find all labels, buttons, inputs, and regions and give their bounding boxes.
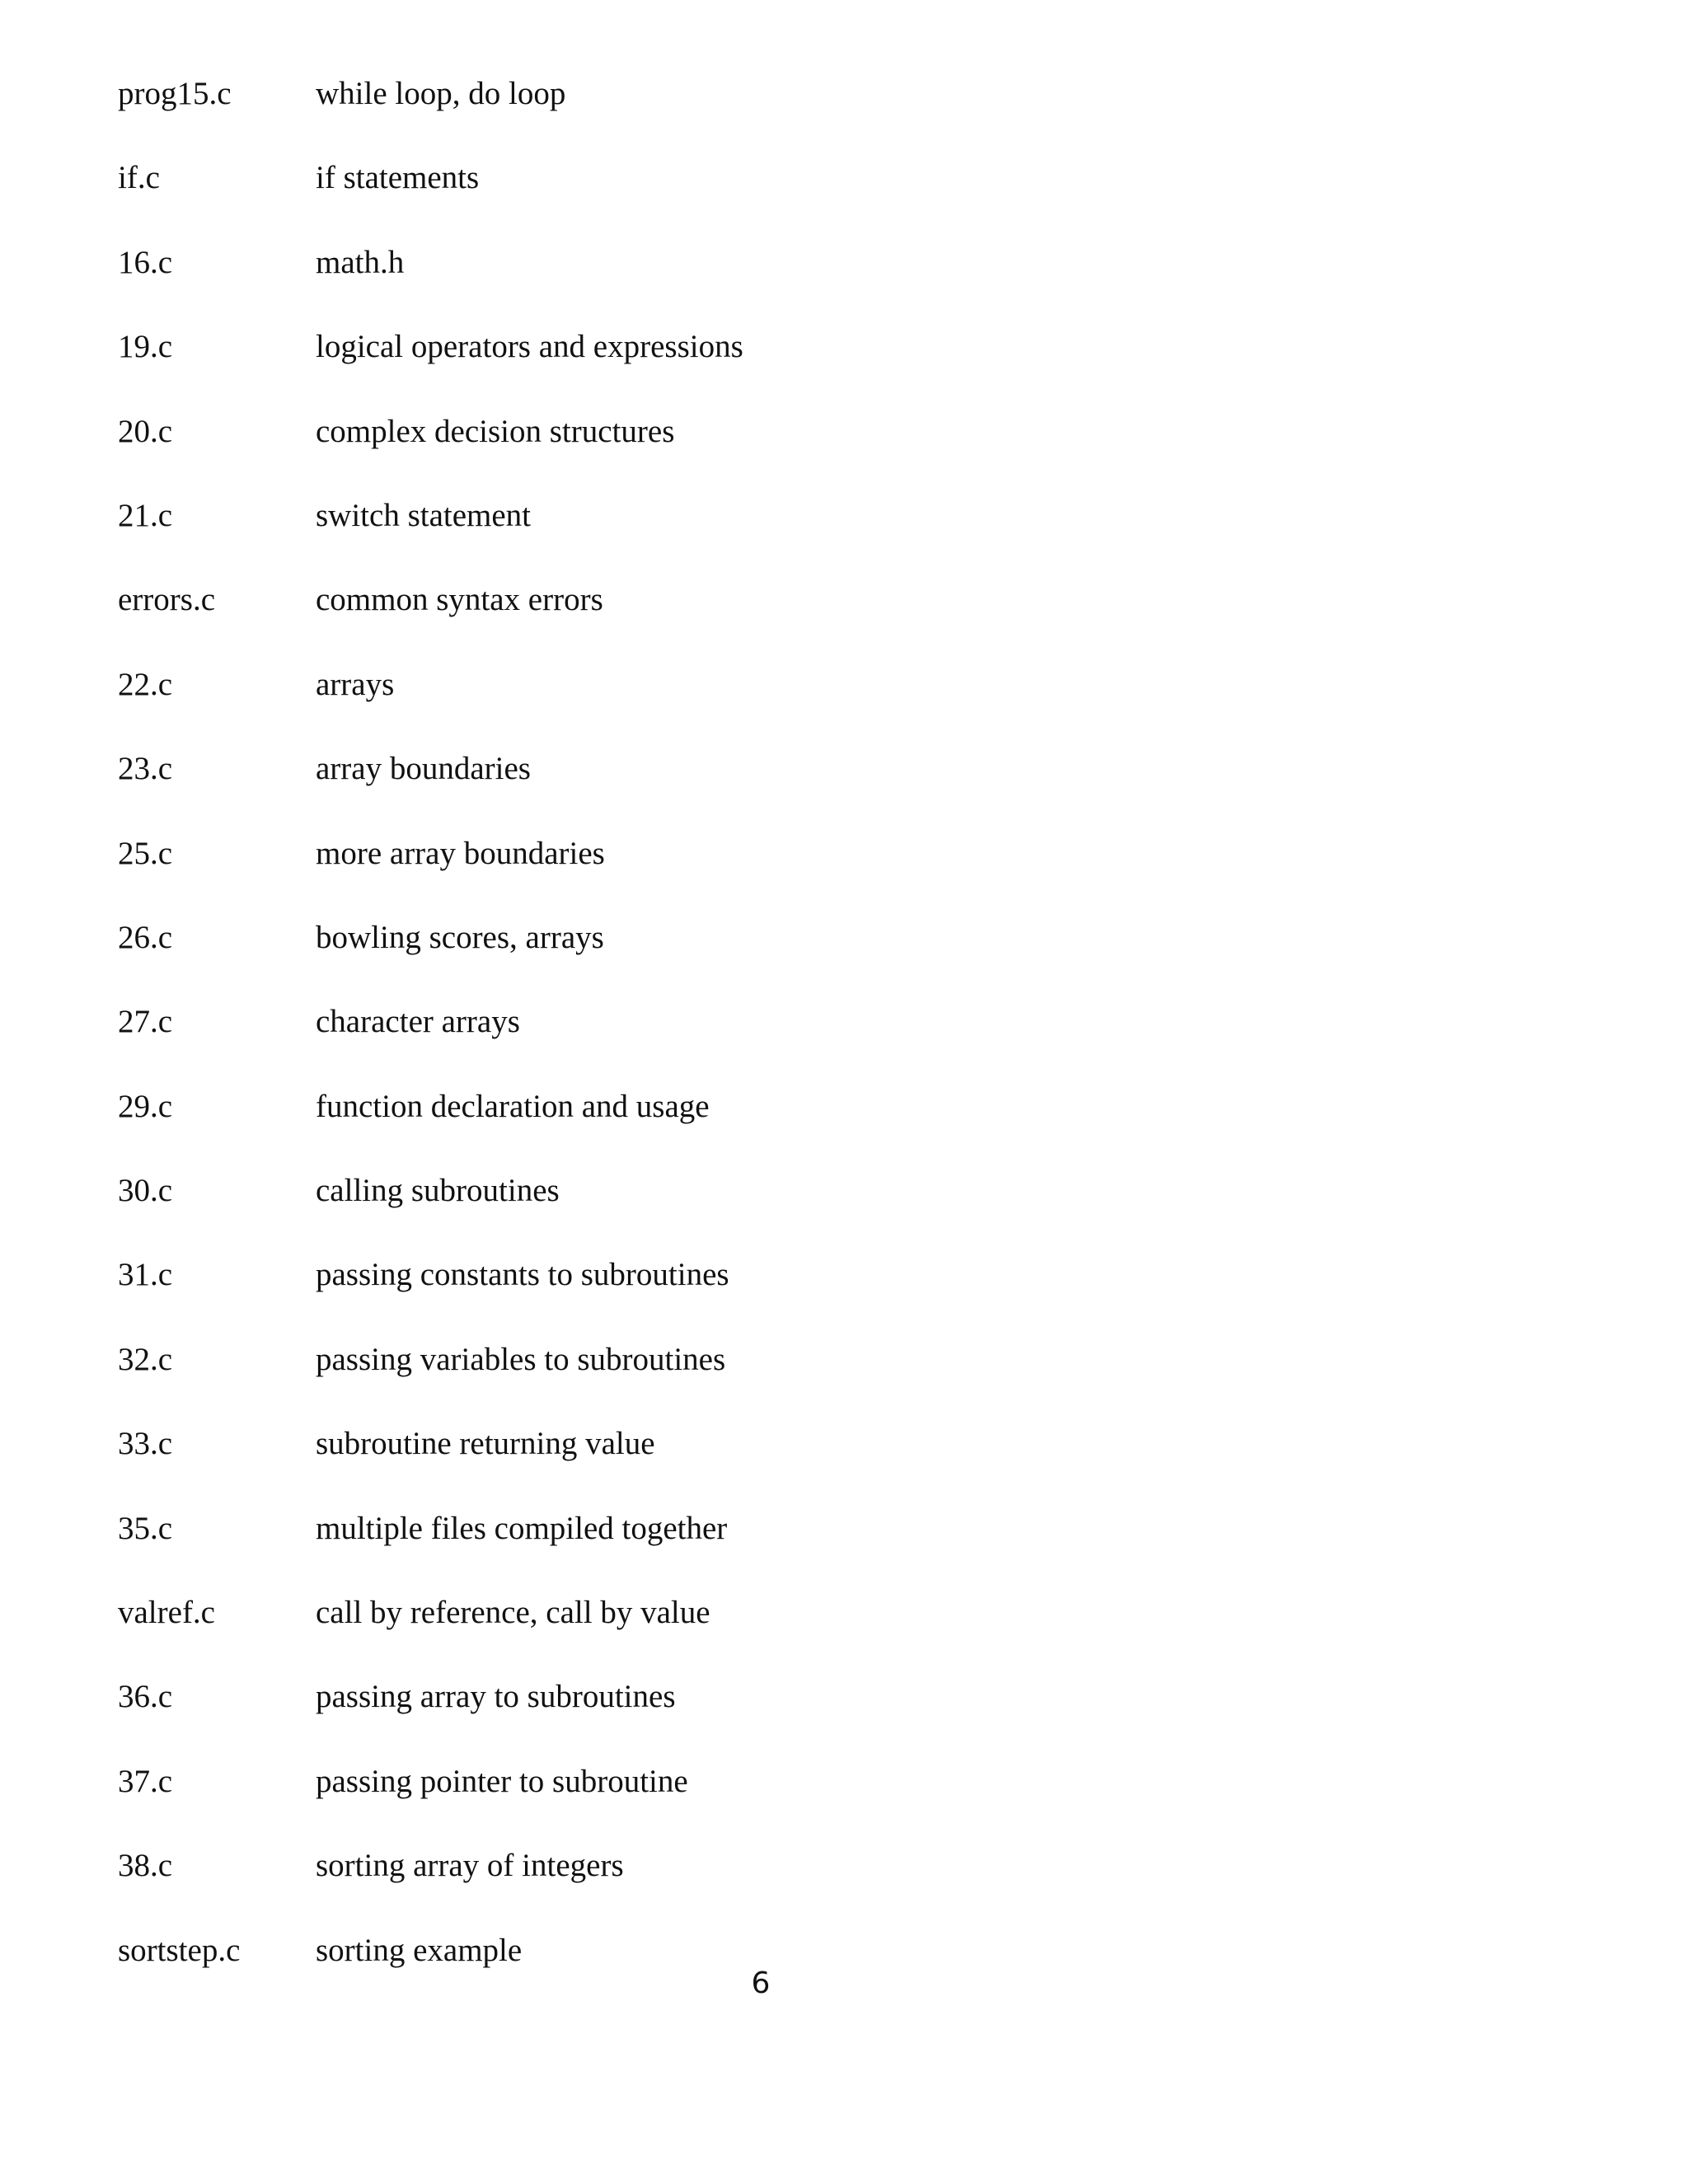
file-name: 26.c: [118, 919, 173, 955]
file-description: passing pointer to subroutine: [316, 1763, 688, 1799]
list-item: [118, 153, 1519, 237]
file-description: array boundaries: [316, 751, 531, 787]
file-description: math.h: [316, 244, 405, 280]
file-name: 37.c: [118, 1763, 173, 1799]
list-item: [118, 407, 1519, 491]
file-name: sortstep.c: [118, 1932, 241, 1968]
file-name: 35.c: [118, 1510, 173, 1546]
file-name: 25.c: [118, 835, 173, 871]
list-item: [118, 491, 1519, 575]
list-item: [118, 829, 1519, 913]
file-name: 23.c: [118, 751, 173, 787]
list-item: [118, 1672, 1519, 1756]
file-description: passing constants to subroutines: [316, 1257, 729, 1293]
file-description: passing array to subroutines: [316, 1679, 676, 1715]
list-item: [118, 322, 1519, 406]
file-description: calling subroutines: [316, 1173, 560, 1209]
list-item: [118, 1757, 1519, 1841]
file-description: sorting example: [316, 1932, 523, 1968]
file-name: 21.c: [118, 497, 173, 533]
file-name: 33.c: [118, 1426, 173, 1462]
list-item: [118, 1166, 1519, 1250]
list-item: [118, 1082, 1519, 1166]
list-item: [118, 913, 1519, 997]
file-name: 38.c: [118, 1848, 173, 1884]
list-item: [118, 1588, 1519, 1672]
page-number: 6: [751, 1966, 771, 2000]
file-description: common syntax errors: [316, 582, 603, 618]
list-item: [118, 238, 1519, 322]
list-item: [118, 1419, 1519, 1503]
file-name: valref.c: [118, 1595, 215, 1631]
file-name: errors.c: [118, 582, 216, 618]
file-name: 32.c: [118, 1341, 173, 1377]
file-list: [118, 69, 1519, 2010]
file-name: 27.c: [118, 1004, 173, 1040]
file-name: 30.c: [118, 1173, 173, 1209]
file-name: if.c: [118, 160, 160, 196]
list-item: [118, 69, 1519, 153]
file-name: 29.c: [118, 1088, 173, 1124]
file-name: 16.c: [118, 244, 173, 280]
file-description: character arrays: [316, 1004, 520, 1040]
file-description: more array boundaries: [316, 835, 605, 871]
file-description: complex decision structures: [316, 413, 675, 449]
file-description: arrays: [316, 666, 395, 702]
file-name: 36.c: [118, 1679, 173, 1715]
list-item: [118, 1841, 1519, 1925]
file-description: switch statement: [316, 497, 532, 533]
file-description: while loop, do loop: [316, 76, 566, 111]
file-description: function declaration and usage: [316, 1088, 710, 1124]
file-description: bowling scores, arrays: [316, 919, 604, 955]
file-name: prog15.c: [118, 76, 232, 111]
file-description: subroutine returning value: [316, 1426, 655, 1462]
file-description: sorting array of integers: [316, 1848, 624, 1884]
file-name: 20.c: [118, 413, 173, 449]
list-item: [118, 1250, 1519, 1334]
file-description: multiple files compiled together: [316, 1510, 728, 1546]
file-name: 19.c: [118, 329, 173, 365]
file-name: 31.c: [118, 1257, 173, 1293]
file-description: logical operators and expressions: [316, 329, 743, 365]
list-item: [118, 1504, 1519, 1588]
file-description: passing variables to subroutines: [316, 1341, 726, 1377]
file-description: call by reference, call by value: [316, 1595, 710, 1631]
list-item: [118, 744, 1519, 828]
file-description: if statements: [316, 160, 480, 196]
file-name: 22.c: [118, 666, 173, 702]
list-item: [118, 660, 1519, 744]
list-item: [118, 1335, 1519, 1419]
list-item: [118, 997, 1519, 1081]
list-item: [118, 575, 1519, 659]
